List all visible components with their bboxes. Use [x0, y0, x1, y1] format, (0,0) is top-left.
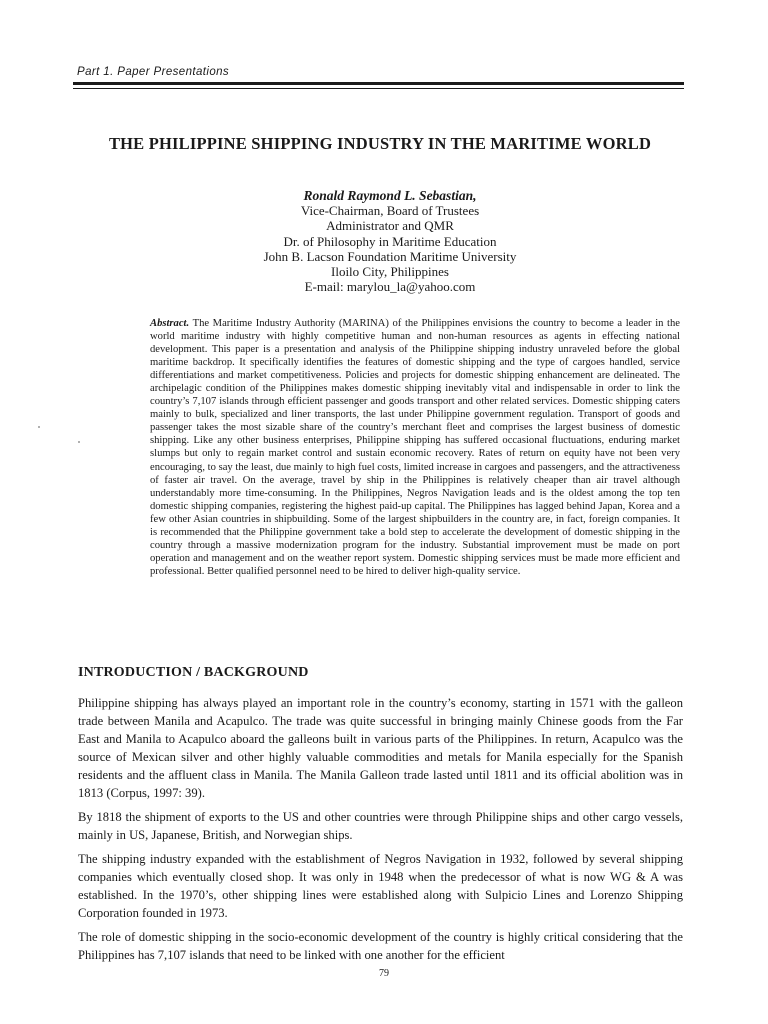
author-affiliation-line: John B. Lacson Foundation Maritime University [263, 248, 517, 264]
abstract-label: Abstract. [150, 318, 190, 329]
running-head: Part 1. Paper Presentations [77, 66, 230, 78]
section-heading: INTRODUCTION / BACKGROUND [78, 665, 309, 680]
body-paragraph: The role of domestic shipping in the socio-economic development of the country is highly critical considering that the Philippines has 7,107 islands that need to be linked with one another for the efficient [78, 930, 683, 962]
section-body [78, 694, 683, 970]
scan-speck [38, 426, 40, 428]
author-email: E-mail: marylou_la@yahoo.com [304, 279, 476, 295]
abstract-text: The Maritime Industry Authority (MARINA) of the Philippines envisions the country to become a leader in the world maritime industry with highly competitive human and non-human resources as agents in effecting national development. This paper is a presentation and analysis of the Philippine shipping industry unraveled before the global maritime backdrop. It specifically identifies the features of domestic shipping and the type of cargoes handled, service differentiations and market competitiveness. Policies and projects for domestic shipping enhancement are delineated. The archipelagic condition of the Philippines makes domestic shipping inevitably vital and indispensable in order to link the country’s 7,107 islands through efficient passenger and goods transport and other related services. Domestic shipping caters mainly to bulk, specialized and liner transports, the last under Philippine government regulation. Transport of goods and passenger takes the most sizable share of the country’s merchant fleet and comprises the largest business of domestic shipping. Like any other business enterprises, Philippine shipping has suffered occasional fluctuations, enduring market slumps but only to regain market control and sustain economic recovery. Rates of return on equity have not been very encouraging, to say the least, due mainly to high fuel costs, limited increase in cargoes and passengers, and the attractiveness of faster air travel. On the average, travel by ship in the Philippines is relatively cheaper than air travel although understandably more time-consuming. In the Philippines, Negros Navigation leads and is the oldest among the top ten domestic shipping companies, registering the highest paid-up capital. The Philippines has lagged behind Japan, Korea and a few other Asian countries in shipbuilding. Some of the largest shipbuilders in the country are, in fact, foreign companies. It is recommended that the Philippine government take a bold step to accelerate the development of domestic shipping in the country through a massive modernization program for the industry. Substantial improvement must be made on port operation and management and on the weather report system. Domestic shipping services must be made more efficient and professional. Better qualified personnel need to be hired to deliver high-quality service. [150, 318, 680, 577]
body-paragraph: The shipping industry expanded with the establishment of Negros Navigation in 1932, followed by several shipping companies which eventually closed shop. It was only in 1948 when the predecessor of what is now WG & A was established. In the 1970’s, other shipping lines were established along with Sulpicio Lines and Lorenzo Shipping Corporation founded in 1973. [78, 852, 683, 920]
body-paragraph: Philippine shipping has always played an important role in the country’s economy, starting in 1571 with the galleon trade between Manila and Acapulco. The trade was quite successful in bringing mainly Chinese goods from the Far East and Manila to Acapulco aboard the galleons built in various parts of the Philippines. In return, Acapulco was the source of Mexican silver and other highly valuable commodities and metals for Manila especially for the Spanish residents and the affluent class in Manila. The Manila Galleon trade lasted until 1811 and its official abolition was in 1813 (Corpus, 1997: 39). [78, 696, 683, 800]
body-paragraph: By 1818 the shipment of exports to the US and other countries were through Philippine ships and other cargo vessels, mainly in US, Japanese, British, and Norwegian ships. [78, 810, 683, 842]
scan-speck [78, 441, 80, 443]
author-affiliation-line: Iloilo City, Philippines [331, 264, 449, 280]
page-number: 79 [379, 968, 389, 979]
paper-title: THE PHILIPPINE SHIPPING INDUSTRY IN THE MARITIME WORLD [108, 134, 652, 153]
header-rule-thin [73, 88, 684, 89]
abstract [150, 317, 680, 578]
header-rule-thick [73, 82, 684, 85]
author-block [80, 188, 700, 294]
author-affiliation-line: Administrator and QMR [326, 218, 454, 234]
author-name: Ronald Raymond L. Sebastian, [303, 188, 477, 203]
author-affiliation-line: Vice-Chairman, Board of Trustees [300, 203, 480, 219]
author-affiliation-line: Dr. of Philosophy in Maritime Education [283, 233, 497, 249]
